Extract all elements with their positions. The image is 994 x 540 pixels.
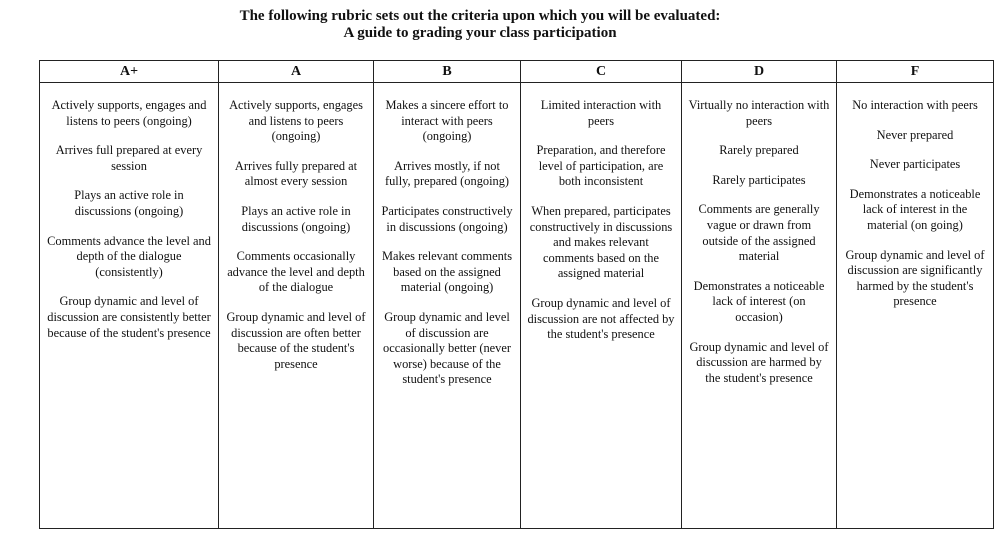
criterion: When prepared, participates constructively in discussions and makes relevant comments based on the assigned material	[529, 203, 673, 281]
header-line-2: A guide to grading your class participation	[343, 25, 617, 41]
criteria-row	[40, 83, 994, 529]
criterion: Actively supports, engages and listens to peers (ongoing)	[51, 98, 207, 128]
criteria-cell-a-plus	[40, 83, 219, 529]
grade-header-a-plus: A+	[40, 61, 219, 83]
criterion: Group dynamic and level of discussion are harmed by the student's presence	[689, 339, 829, 385]
criterion: Limited interaction with peers	[540, 98, 662, 128]
grade-header-row	[40, 61, 994, 83]
criterion: Participates constructively in discussions (ongoing)	[381, 203, 513, 234]
criterion: Comments advance the level and depth of the dialogue (consistently)	[47, 233, 211, 279]
criterion: Virtually no interaction with peers	[688, 98, 830, 128]
criterion: Group dynamic and level of discussion are significantly harmed by the student's presence	[845, 247, 985, 309]
criterion: Plays an active role in discussions (ongoing)	[74, 188, 184, 218]
criterion: Group dynamic and level of discussion are often better because of the student's presence	[226, 309, 366, 371]
criteria-cell-a	[219, 83, 374, 529]
criterion: Arrives mostly, if not fully, prepared (ongoing)	[384, 158, 510, 189]
criteria-cell-f	[837, 83, 994, 529]
criteria-cell-d	[682, 83, 837, 529]
grade-header-d: D	[682, 61, 837, 83]
criterion: Group dynamic and level of discussion are consistently better because of the student's presence	[47, 294, 211, 340]
grade-header-b: B	[374, 61, 521, 83]
criterion: Comments are generally vague or drawn from outside of the assigned material	[698, 202, 820, 264]
criteria-cell-c	[521, 83, 682, 529]
criterion: Never prepared	[876, 127, 954, 142]
criterion: Makes a sincere effort to interact with peers (ongoing)	[385, 98, 509, 144]
rubric-table	[39, 60, 994, 529]
criterion: Preparation, and therefore level of participation, are both inconsistent	[536, 143, 666, 189]
rubric-header	[0, 8, 960, 42]
criterion: Arrives fully prepared at almost every session	[234, 158, 358, 189]
criterion: Rarely participates	[712, 172, 806, 187]
grade-header-a: A	[219, 61, 374, 83]
criterion: Group dynamic and level of discussion are not affected by the student's presence	[527, 295, 675, 342]
criterion: Demonstrates a noticeable lack of interest in the material (on going)	[849, 186, 981, 232]
grade-header-f: F	[837, 61, 994, 83]
grade-header-c: C	[521, 61, 682, 83]
criterion: No interaction with peers	[852, 98, 978, 112]
criteria-cell-b	[374, 83, 521, 529]
criterion: Rarely prepared	[719, 143, 799, 158]
criterion: Makes relevant comments based on the assigned material (ongoing)	[381, 249, 513, 295]
criterion: Demonstrates a noticeable lack of interest (on occasion)	[693, 278, 825, 324]
criterion: Plays an active role in discussions (ongoing)	[241, 203, 351, 234]
criterion: Arrives full prepared at every session	[55, 143, 203, 173]
criterion: Comments occasionally advance the level and depth of the dialogue	[227, 249, 365, 295]
criterion: Actively supports, engages and listens to peers (ongoing)	[229, 98, 363, 144]
header-line-1: The following rubric sets out the criteria upon which you will be evaluated:	[239, 8, 721, 24]
criterion: Never participates	[869, 157, 961, 172]
criterion: Group dynamic and level of discussion are occasionally better (never worse) because of the student's presence	[383, 309, 511, 387]
